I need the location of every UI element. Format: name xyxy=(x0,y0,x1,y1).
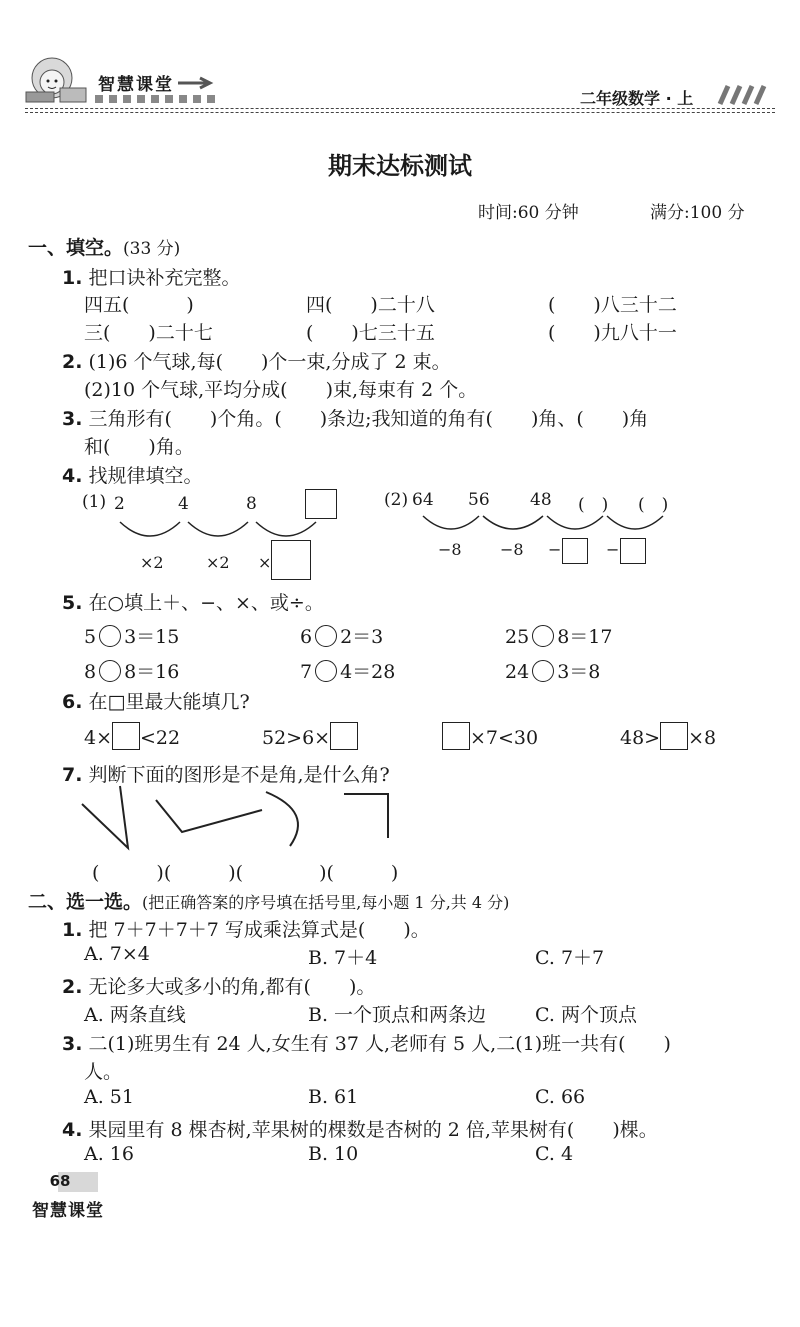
q5-circle[interactable] xyxy=(532,660,554,682)
q6-answer-box[interactable] xyxy=(330,722,358,750)
q4-p2-term: 48 xyxy=(530,490,552,510)
q2-line2: (2)10 个气球,平均分成( )束,每束有 2 个。 xyxy=(84,379,478,401)
q5-text: 在○填上＋、−、×、或÷。 xyxy=(88,592,324,614)
s2-option[interactable]: A. 7×4 xyxy=(84,943,150,965)
q4-p2-term: 56 xyxy=(468,490,490,510)
section2-title: 二、选一选。 xyxy=(28,891,143,913)
header-stripes xyxy=(712,84,768,106)
section1-heading xyxy=(28,233,180,260)
q6-item: 4× <22 xyxy=(84,722,180,750)
s2-q3-text: 二(1)班男生有 24 人,女生有 37 人,老师有 5 人,二(1)班一共有( ) xyxy=(88,1033,671,1055)
q1-cell: ( )九八十一 xyxy=(548,322,677,344)
q6-item: 48> ×8 xyxy=(620,722,716,750)
s2-q4-text: 果园里有 8 棵杏树,苹果树的棵数是杏树的 2 倍,苹果树有( )棵。 xyxy=(88,1119,658,1141)
q2 xyxy=(62,347,451,374)
q1-cell: ( )八三十二 xyxy=(548,294,677,316)
footer-brand: 智慧课堂 xyxy=(32,1201,104,1221)
q1-cell: 三( )二十七 xyxy=(84,322,213,344)
arrow-icon xyxy=(178,76,218,90)
q6-number: 6. xyxy=(62,691,83,713)
q4-p2-op: −8 xyxy=(500,540,524,559)
q6-item: ×7<30 xyxy=(442,722,538,750)
q4-p1-term: 2 xyxy=(114,494,125,514)
q4-p2-op: − xyxy=(548,540,562,559)
q5-item: 7 4＝28 xyxy=(300,661,396,683)
q4-number: 4. xyxy=(62,465,83,487)
s2-q2-text: 无论多大或多小的角,都有( )。 xyxy=(88,976,376,998)
q7-answers: ( )( )( )( ) xyxy=(92,862,399,884)
q4-p2-op: − xyxy=(606,540,620,559)
q1-text: 把口诀补充完整。 xyxy=(88,267,241,289)
s2-q4-number: 4. xyxy=(62,1119,83,1141)
q7-text: 判断下面的图形是不是角,是什么角? xyxy=(88,764,390,786)
s2-option[interactable]: B. 7＋4 xyxy=(308,947,378,969)
q6-answer-box[interactable] xyxy=(442,722,470,750)
q2-line1: (1)6 个气球,每( )个一束,分成了 2 束。 xyxy=(88,351,451,373)
s2-q1 xyxy=(62,915,430,942)
s2-option[interactable]: B. 61 xyxy=(308,1086,359,1108)
s2-option[interactable]: A. 51 xyxy=(84,1086,134,1108)
q7-number: 7. xyxy=(62,764,83,786)
q5-item: 24 3＝8 xyxy=(505,661,601,683)
q4 xyxy=(62,461,203,488)
q5-item: 6 2＝3 xyxy=(300,626,384,648)
s2-option[interactable]: C. 两个顶点 xyxy=(535,1004,637,1026)
s2-option[interactable]: C. 66 xyxy=(535,1086,586,1108)
q5-circle[interactable] xyxy=(532,625,554,647)
q4-p1-op: ×2 xyxy=(140,553,164,572)
q4-p2-term[interactable]: ( ) xyxy=(638,495,669,515)
page-title: 期末达标测试 xyxy=(328,152,472,180)
section2-heading xyxy=(28,887,509,914)
q2-number: 2. xyxy=(62,351,83,373)
q3 xyxy=(62,404,648,431)
mascot-girl-icon xyxy=(22,54,92,109)
s2-q1-number: 1. xyxy=(62,919,83,941)
grade-label: 二年级数学 · 上 xyxy=(580,89,694,108)
q4-p1-term: 8 xyxy=(246,494,257,514)
header-brand: 智慧课堂 xyxy=(98,75,174,95)
q4-p2-op: −8 xyxy=(438,540,462,559)
q4-p1-op: ×2 xyxy=(206,553,230,572)
section1-title: 一、填空。 xyxy=(28,237,124,259)
q5-item: 5 3＝15 xyxy=(84,626,180,648)
s2-option[interactable]: B. 10 xyxy=(308,1143,359,1165)
q5-item: 8 8＝16 xyxy=(84,661,180,683)
q5 xyxy=(62,588,324,615)
q5-circle[interactable] xyxy=(315,625,337,647)
header-rule xyxy=(25,108,775,109)
header-rule-2 xyxy=(25,112,775,113)
s2-option[interactable]: C. 7＋7 xyxy=(535,947,605,969)
q6-answer-box[interactable] xyxy=(660,722,688,750)
q3-line1: 三角形有( )个角。( )条边;我知道的角有( )角、( )角 xyxy=(88,408,649,430)
q6-text: 在□里最大能填几? xyxy=(88,691,250,713)
q4-p2-term: 64 xyxy=(412,490,434,510)
q4-p1-label: (1) xyxy=(82,492,107,512)
q1 xyxy=(62,263,241,290)
q5-number: 5. xyxy=(62,592,83,614)
q1-cell: ( )七三十五 xyxy=(306,322,435,344)
q5-circle[interactable] xyxy=(99,660,121,682)
s2-q2-number: 2. xyxy=(62,976,83,998)
q1-cell: 四( )二十八 xyxy=(306,294,435,316)
q4-p2-term[interactable]: ( ) xyxy=(578,495,609,515)
s2-q1-text: 把 7＋7＋7＋7 写成乘法算式是( )。 xyxy=(88,919,430,941)
q4-p1-term: 4 xyxy=(178,494,189,514)
q4-text: 找规律填空。 xyxy=(88,465,203,487)
s2-q2 xyxy=(62,972,375,999)
header-dots xyxy=(95,95,235,105)
q6-answer-box[interactable] xyxy=(112,722,140,750)
q6 xyxy=(62,687,250,714)
q4-p1-op-box[interactable] xyxy=(271,540,311,580)
q4-p2-label: (2) xyxy=(384,490,409,510)
q1-number: 1. xyxy=(62,267,83,289)
full-score: 满分:100 分 xyxy=(650,203,745,223)
section2-note: (把正确答案的序号填在括号里,每小题 1 分,共 4 分) xyxy=(142,893,510,912)
time-limit: 时间:60 分钟 xyxy=(478,203,579,223)
s2-option[interactable]: B. 一个顶点和两条边 xyxy=(308,1004,487,1026)
q4-p2-arcs xyxy=(415,506,675,542)
s2-q3-line2: 人。 xyxy=(84,1061,123,1083)
q5-item: 25 8＝17 xyxy=(505,626,613,648)
s2-q3 xyxy=(62,1029,671,1056)
q4-p2-op-box[interactable] xyxy=(620,538,646,564)
q4-p1-op: × xyxy=(258,553,272,572)
s2-option[interactable]: C. 4 xyxy=(535,1143,574,1165)
q3-number: 3. xyxy=(62,408,83,430)
q5-circle[interactable] xyxy=(99,625,121,647)
q1-cell: 四五( ) xyxy=(84,294,194,316)
q4-p2-op-box[interactable] xyxy=(562,538,588,564)
page-number: 68 xyxy=(49,1172,71,1190)
q5-circle[interactable] xyxy=(315,660,337,682)
section1-points: (33 分) xyxy=(123,239,181,259)
s2-option[interactable]: A. 16 xyxy=(84,1143,134,1165)
q3-line2: 和( )角。 xyxy=(84,436,194,458)
s2-option[interactable]: A. 两条直线 xyxy=(84,1004,186,1026)
s2-q4 xyxy=(62,1115,658,1142)
s2-q3-number: 3. xyxy=(62,1033,83,1055)
q6-item: 52>6× xyxy=(262,722,358,750)
q7-figures xyxy=(78,782,408,854)
